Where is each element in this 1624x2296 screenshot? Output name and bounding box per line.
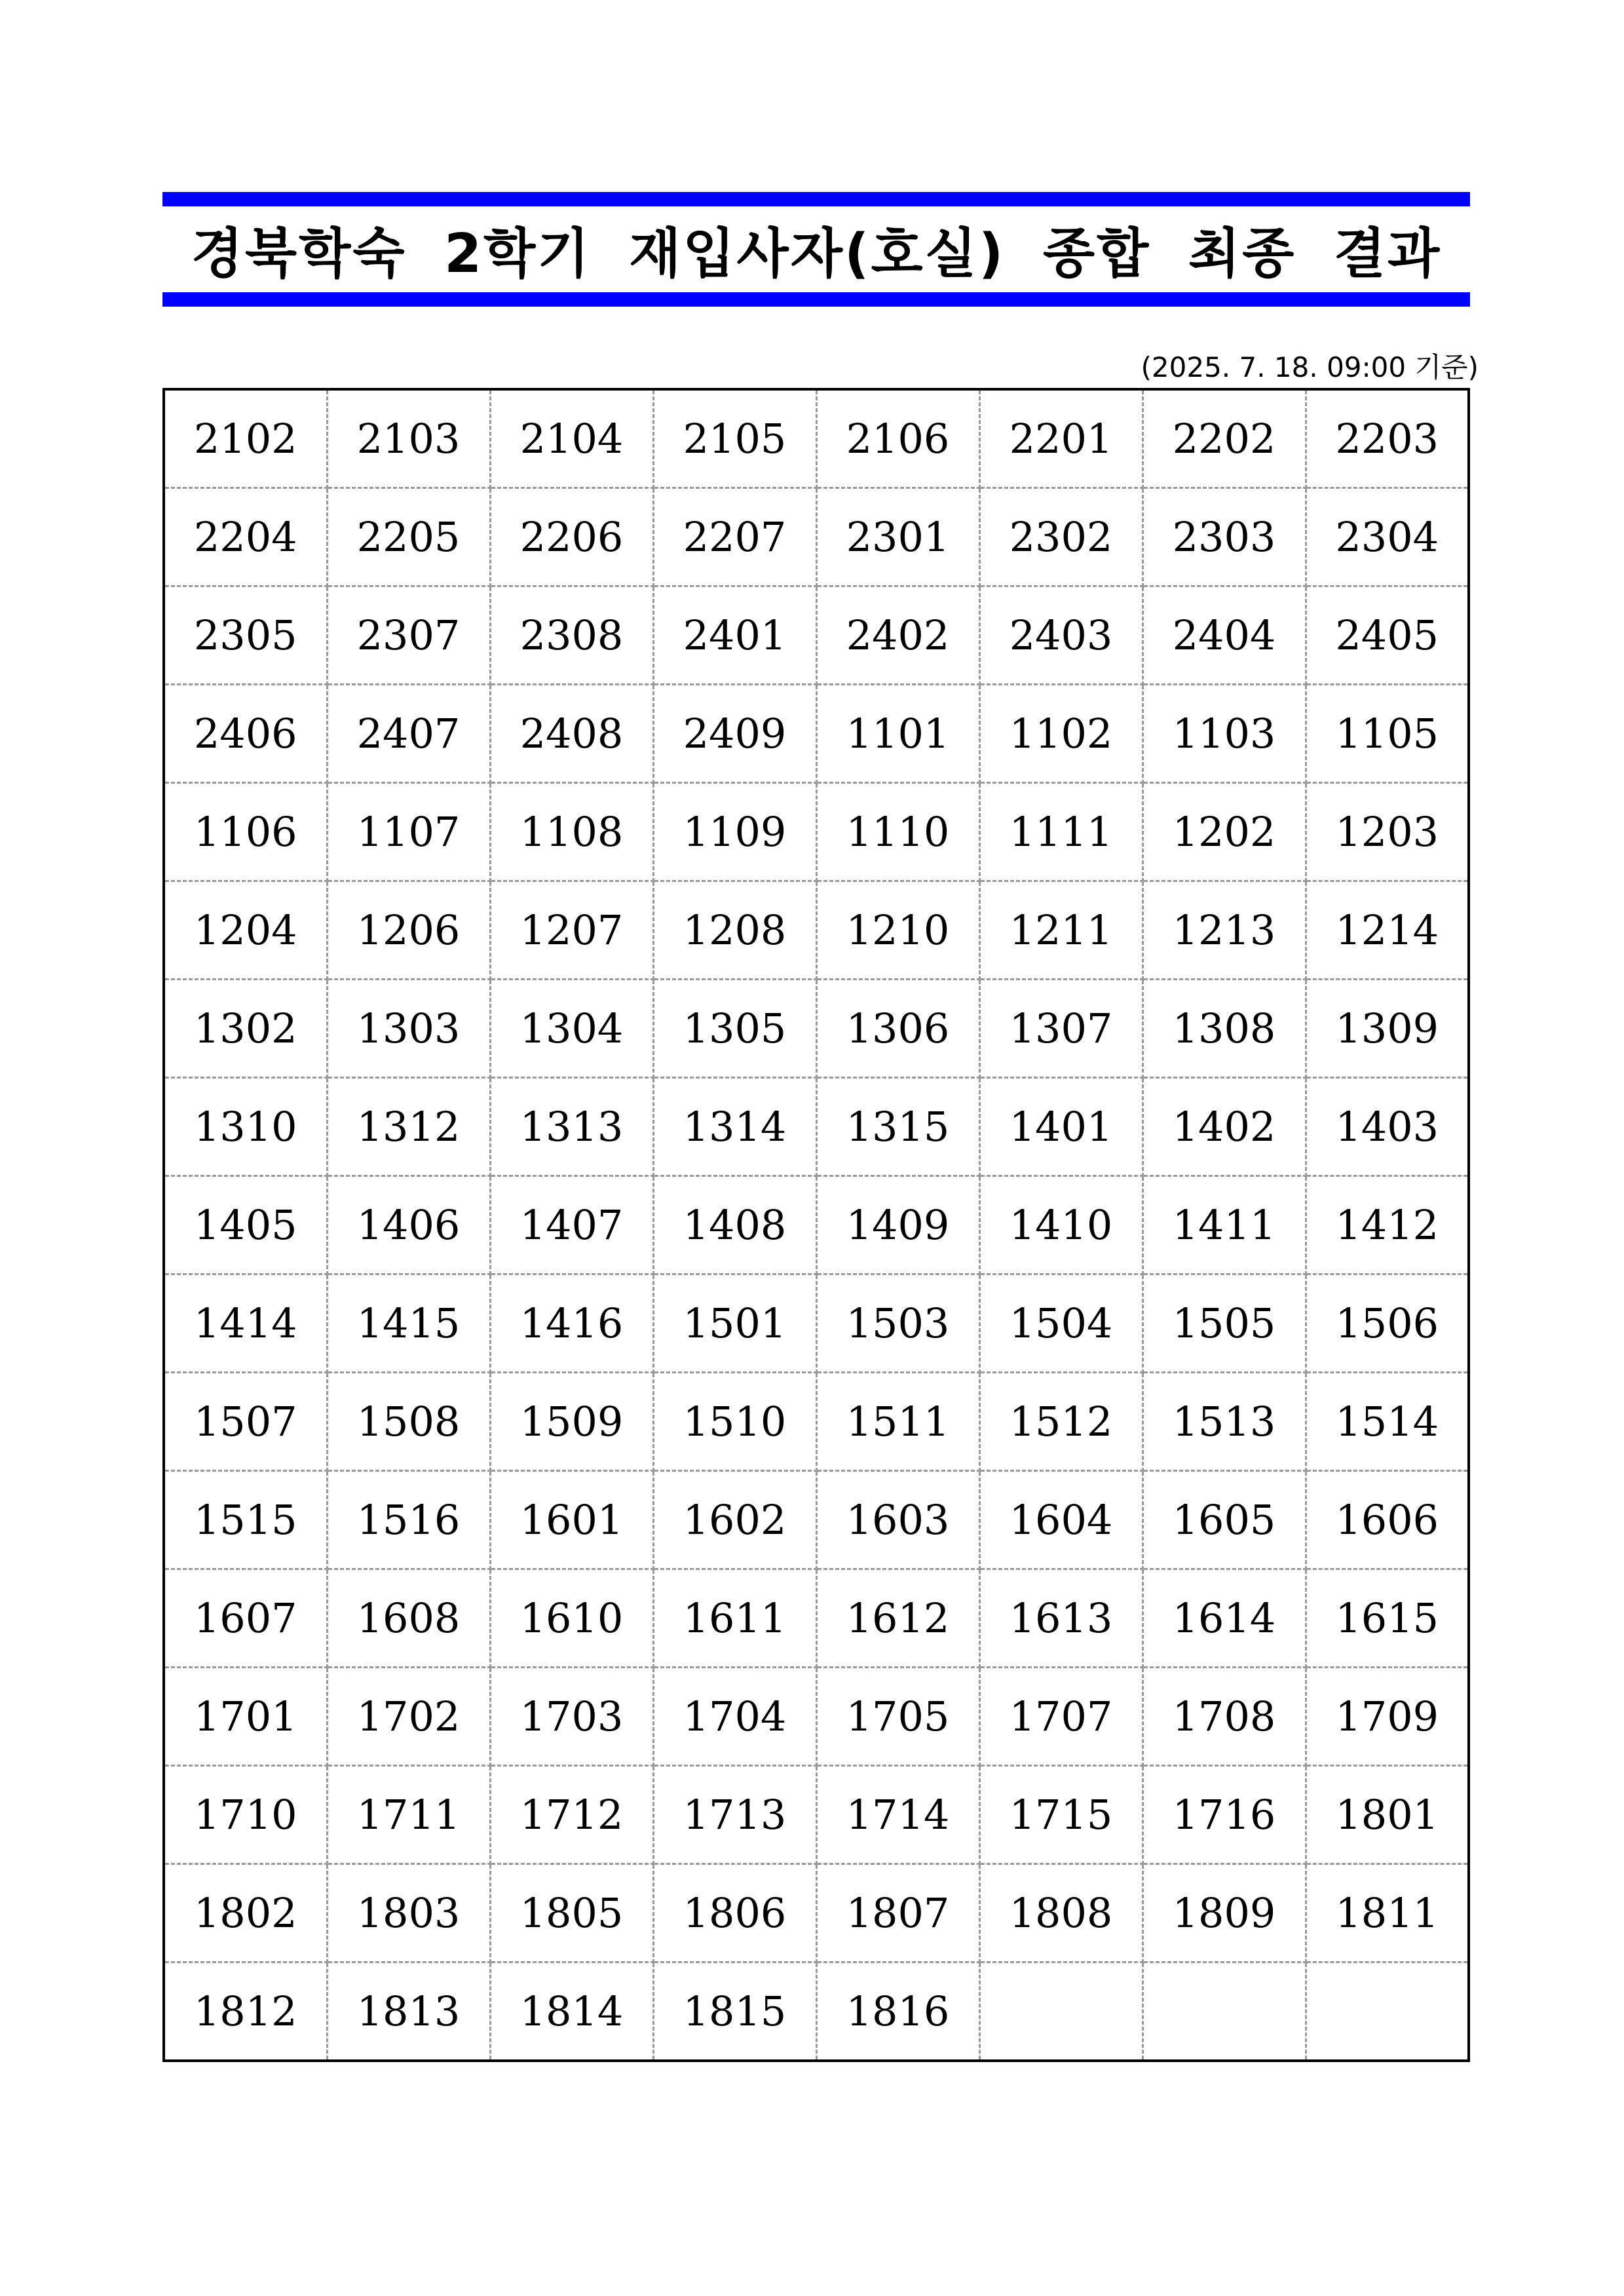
room-number-cell: 1506 [1306, 1274, 1469, 1373]
room-number-cell: 1304 [490, 980, 653, 1078]
room-number-cell: 1411 [1142, 1176, 1306, 1274]
room-number-cell: 1101 [816, 685, 979, 783]
room-number-cell: 1513 [1142, 1373, 1306, 1471]
room-number-cell: 1802 [164, 1864, 327, 1962]
room-number-cell: 1306 [816, 980, 979, 1078]
room-number-cell: 1210 [816, 881, 979, 980]
room-number-cell [979, 1962, 1142, 2061]
table-row [164, 389, 1469, 488]
room-number-cell: 1208 [653, 881, 816, 980]
room-number-cell: 1509 [490, 1373, 653, 1471]
room-number-cell: 2308 [490, 586, 653, 685]
room-number-cell: 1207 [490, 881, 653, 980]
table-row [164, 1668, 1469, 1766]
title-block [162, 192, 1470, 307]
table-row [164, 980, 1469, 1078]
room-number-cell: 1806 [653, 1864, 816, 1962]
room-number-cell: 2102 [164, 389, 327, 488]
room-number-cell: 2409 [653, 685, 816, 783]
room-table [162, 388, 1470, 2062]
table-row [164, 783, 1469, 881]
room-number-cell: 2408 [490, 685, 653, 783]
room-number-cell: 1704 [653, 1668, 816, 1766]
table-row [164, 586, 1469, 685]
table-row [164, 881, 1469, 980]
title-rule-top [162, 192, 1470, 206]
room-number-cell: 1611 [653, 1569, 816, 1668]
room-number-cell: 1202 [1142, 783, 1306, 881]
room-number-cell: 1102 [979, 685, 1142, 783]
room-number-cell: 2206 [490, 488, 653, 586]
room-number-cell: 1811 [1306, 1864, 1469, 1962]
room-number-cell: 1407 [490, 1176, 653, 1274]
table-row [164, 1864, 1469, 1962]
room-number-cell: 1803 [327, 1864, 490, 1962]
room-number-cell: 1503 [816, 1274, 979, 1373]
room-number-cell: 1314 [653, 1078, 816, 1176]
room-number-cell: 1211 [979, 881, 1142, 980]
room-number-cell: 1604 [979, 1471, 1142, 1569]
room-number-cell: 1107 [327, 783, 490, 881]
date-note: (2025. 7. 18. 09:00 기준) [1141, 351, 1479, 383]
room-number-cell: 1403 [1306, 1078, 1469, 1176]
room-number-cell: 1109 [653, 783, 816, 881]
room-number-cell: 1416 [490, 1274, 653, 1373]
room-number-cell: 1305 [653, 980, 816, 1078]
table-row [164, 1962, 1469, 2061]
room-number-cell: 1707 [979, 1668, 1142, 1766]
room-number-cell: 2205 [327, 488, 490, 586]
room-number-cell: 1213 [1142, 881, 1306, 980]
room-number-cell: 2202 [1142, 389, 1306, 488]
table-row [164, 1078, 1469, 1176]
table-row [164, 488, 1469, 586]
room-number-cell: 2301 [816, 488, 979, 586]
room-number-cell: 1602 [653, 1471, 816, 1569]
room-number-cell: 1401 [979, 1078, 1142, 1176]
room-number-cell: 1613 [979, 1569, 1142, 1668]
room-number-cell: 1610 [490, 1569, 653, 1668]
room-number-cell: 1815 [653, 1962, 816, 2061]
room-number-cell: 1708 [1142, 1668, 1306, 1766]
room-number-cell: 1515 [164, 1471, 327, 1569]
room-number-cell: 1512 [979, 1373, 1142, 1471]
room-number-cell: 1214 [1306, 881, 1469, 980]
room-number-cell: 1313 [490, 1078, 653, 1176]
room-number-cell: 1710 [164, 1766, 327, 1864]
room-number-cell: 2405 [1306, 586, 1469, 685]
room-number-cell: 1309 [1306, 980, 1469, 1078]
room-number-cell: 1302 [164, 980, 327, 1078]
room-number-cell: 1507 [164, 1373, 327, 1471]
room-number-cell: 1816 [816, 1962, 979, 2061]
table-row [164, 1569, 1469, 1668]
room-number-cell: 1405 [164, 1176, 327, 1274]
table-row [164, 1274, 1469, 1373]
room-number-cell: 2201 [979, 389, 1142, 488]
room-number-cell: 1402 [1142, 1078, 1306, 1176]
room-number-cell: 1409 [816, 1176, 979, 1274]
room-number-cell: 2106 [816, 389, 979, 488]
room-number-cell: 1504 [979, 1274, 1142, 1373]
table-row [164, 685, 1469, 783]
room-number-cell: 2407 [327, 685, 490, 783]
room-number-cell: 2204 [164, 488, 327, 586]
room-number-cell: 1605 [1142, 1471, 1306, 1569]
room-number-cell: 1505 [1142, 1274, 1306, 1373]
room-number-cell: 1805 [490, 1864, 653, 1962]
room-number-cell: 1103 [1142, 685, 1306, 783]
room-number-cell: 2402 [816, 586, 979, 685]
room-number-cell: 2203 [1306, 389, 1469, 488]
room-number-cell: 2307 [327, 586, 490, 685]
room-number-cell [1306, 1962, 1469, 2061]
room-number-cell: 1615 [1306, 1569, 1469, 1668]
room-number-cell: 1715 [979, 1766, 1142, 1864]
room-number-cell: 1106 [164, 783, 327, 881]
room-number-cell: 1808 [979, 1864, 1142, 1962]
room-number-cell: 1303 [327, 980, 490, 1078]
room-number-cell: 1206 [327, 881, 490, 980]
room-number-cell: 2303 [1142, 488, 1306, 586]
room-number-cell: 1703 [490, 1668, 653, 1766]
room-number-cell: 2104 [490, 389, 653, 488]
room-number-cell: 1414 [164, 1274, 327, 1373]
room-number-cell: 2304 [1306, 488, 1469, 586]
room-number-cell: 1415 [327, 1274, 490, 1373]
room-number-cell: 1312 [327, 1078, 490, 1176]
page-title: 경북학숙 2학기 재입사자(호실) 종합 최종 결과 [191, 223, 1442, 285]
room-number-cell: 1702 [327, 1668, 490, 1766]
room-number-cell: 1315 [816, 1078, 979, 1176]
room-number-cell: 1711 [327, 1766, 490, 1864]
room-number-cell: 1809 [1142, 1864, 1306, 1962]
room-number-cell: 1514 [1306, 1373, 1469, 1471]
room-number-cell: 2105 [653, 389, 816, 488]
room-number-cell: 1612 [816, 1569, 979, 1668]
room-number-cell: 1714 [816, 1766, 979, 1864]
room-number-cell: 1608 [327, 1569, 490, 1668]
room-number-cell: 2406 [164, 685, 327, 783]
room-number-cell: 1801 [1306, 1766, 1469, 1864]
room-number-cell: 1406 [327, 1176, 490, 1274]
room-number-cell: 1601 [490, 1471, 653, 1569]
room-number-cell: 1814 [490, 1962, 653, 2061]
room-number-cell: 2103 [327, 389, 490, 488]
room-number-cell: 1614 [1142, 1569, 1306, 1668]
room-number-cell: 1713 [653, 1766, 816, 1864]
room-number-cell: 1111 [979, 783, 1142, 881]
table-row [164, 1766, 1469, 1864]
table-row [164, 1373, 1469, 1471]
room-number-cell: 1108 [490, 783, 653, 881]
room-number-cell: 1813 [327, 1962, 490, 2061]
room-number-cell: 2305 [164, 586, 327, 685]
room-number-cell: 1716 [1142, 1766, 1306, 1864]
room-number-cell: 1410 [979, 1176, 1142, 1274]
room-number-cell: 1204 [164, 881, 327, 980]
room-number-cell: 1105 [1306, 685, 1469, 783]
room-number-cell: 1110 [816, 783, 979, 881]
room-number-cell: 1606 [1306, 1471, 1469, 1569]
room-number-cell: 2403 [979, 586, 1142, 685]
room-number-cell: 2404 [1142, 586, 1306, 685]
room-number-cell: 1408 [653, 1176, 816, 1274]
room-number-cell: 1709 [1306, 1668, 1469, 1766]
room-number-cell: 1310 [164, 1078, 327, 1176]
room-table-body [164, 389, 1469, 2061]
room-number-cell: 1203 [1306, 783, 1469, 881]
table-row [164, 1471, 1469, 1569]
room-number-cell: 1701 [164, 1668, 327, 1766]
room-number-cell: 1510 [653, 1373, 816, 1471]
room-number-cell: 2207 [653, 488, 816, 586]
room-number-cell [1142, 1962, 1306, 2061]
room-number-cell: 2302 [979, 488, 1142, 586]
table-row [164, 1176, 1469, 1274]
room-number-cell: 1412 [1306, 1176, 1469, 1274]
room-number-cell: 1603 [816, 1471, 979, 1569]
room-number-cell: 1705 [816, 1668, 979, 1766]
room-number-cell: 1807 [816, 1864, 979, 1962]
room-number-cell: 1307 [979, 980, 1142, 1078]
room-number-cell: 1508 [327, 1373, 490, 1471]
room-number-cell: 1812 [164, 1962, 327, 2061]
title-rule-bottom [162, 292, 1470, 307]
room-number-cell: 1607 [164, 1569, 327, 1668]
room-number-cell: 1501 [653, 1274, 816, 1373]
room-number-cell: 1308 [1142, 980, 1306, 1078]
room-number-cell: 1712 [490, 1766, 653, 1864]
room-number-cell: 1511 [816, 1373, 979, 1471]
room-number-cell: 1516 [327, 1471, 490, 1569]
room-number-cell: 2401 [653, 586, 816, 685]
